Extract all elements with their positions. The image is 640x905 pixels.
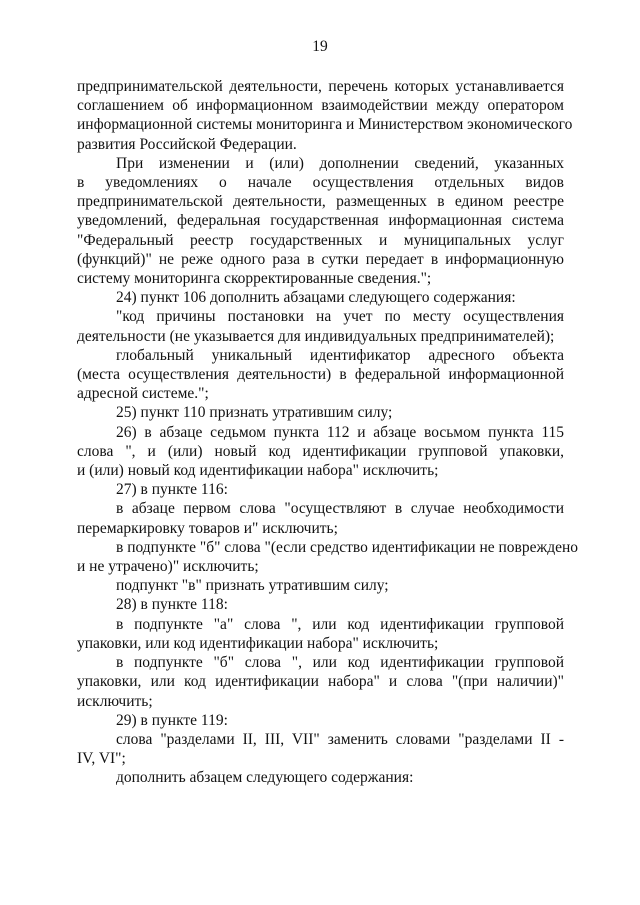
text-line: развития Российской Федерации. [77,135,297,153]
paragraph [77,403,564,422]
paragraph [77,288,564,307]
text-line: адресной системе."; [77,385,209,403]
paragraph [77,346,564,404]
paragraph [77,77,573,154]
text-line: упаковки, или код идентификации набора" и слова "(при наличии)" [77,673,564,691]
paragraph [77,576,564,595]
text-line: соглашением об информационном взаимодействии между оператором [77,97,564,115]
text-line: в абзаце первом слова "осуществляют в случае необходимости [116,500,564,518]
text-line: "Федеральный реестр государственных и муниципальных услуг [77,231,564,249]
paragraph [77,730,564,768]
text-line: слова "разделами II, III, VII" заменить словами "разделами II - [116,730,564,748]
text-line: 27) в пункте 116: [116,481,228,499]
paragraph [77,653,564,711]
text-line: 25) пункт 110 признать утратившим силу; [116,404,393,422]
paragraph [77,307,564,345]
text-line: в подпункте "б" слова "(если средство идентификации не повреждено [116,538,579,556]
text-line: и не утрачено)" исключить; [77,558,259,576]
text-line: (функций)" не реже одного раза в сутки передает в информационную [77,250,564,268]
text-line: 29) в пункте 119: [116,711,228,729]
paragraph [77,615,564,653]
text-line: и (или) новый код идентификации набора" исключить; [77,462,439,480]
text-line: упаковки, или код идентификации набора" исключить; [77,634,439,652]
paragraph [77,154,564,288]
text-line: в уведомлениях о начале осуществления отдельных видов [77,174,564,192]
text-line: 26) в абзаце седьмом пункта 112 и абзаце восьмом пункта 115 [116,423,564,441]
paragraph [77,423,564,481]
text-line: (места осуществления деятельности) в федеральной информационной [77,366,564,384]
text-line: 24) пункт 106 дополнить абзацами следующего содержания: [116,289,516,307]
text-line: перемаркировку товаров и" исключить; [77,519,338,537]
text-line: дополнить абзацем следующего содержания: [116,769,414,787]
text-line: деятельности (не указывается для индивидуальных предпринимателей); [77,327,555,345]
text-line: информационной системы мониторинга и Министерством экономического [77,116,573,134]
text-line: в подпункте "б" слова ", или код идентификации групповой [116,654,564,672]
paragraph [77,499,564,537]
text-line: При изменении и (или) дополнении сведений, указанных [116,154,564,172]
text-line: систему мониторинга скорректированные сведения."; [77,270,432,288]
paragraph [77,711,564,730]
paragraph [77,480,564,499]
page-number: 19 [312,38,328,55]
text-line: предпринимательской деятельности, перечень которых устанавливается [77,78,564,95]
paragraph [77,768,564,787]
text-line: в подпункте "а" слова ", или код идентификации групповой [116,615,564,633]
text-line: 28) в пункте 118: [116,596,228,614]
document-body [77,77,579,788]
text-line: уведомлений, федеральная государственная информационная система [77,212,564,230]
text-line: глобальный уникальный идентификатор адресного объекта [116,346,564,364]
text-line: исключить; [77,692,153,710]
text-line: предпринимательской деятельности, размещенных в едином реестре [77,193,564,211]
text-line: IV, VI"; [77,750,126,768]
text-line: "код причины постановки на учет по месту осуществления [116,308,564,326]
paragraph [77,595,564,614]
text-line: слова ", и (или) новый код идентификации групповой упаковки, [77,442,564,460]
paragraph [77,538,579,576]
text-line: подпункт "в" признать утратившим силу; [116,577,389,595]
